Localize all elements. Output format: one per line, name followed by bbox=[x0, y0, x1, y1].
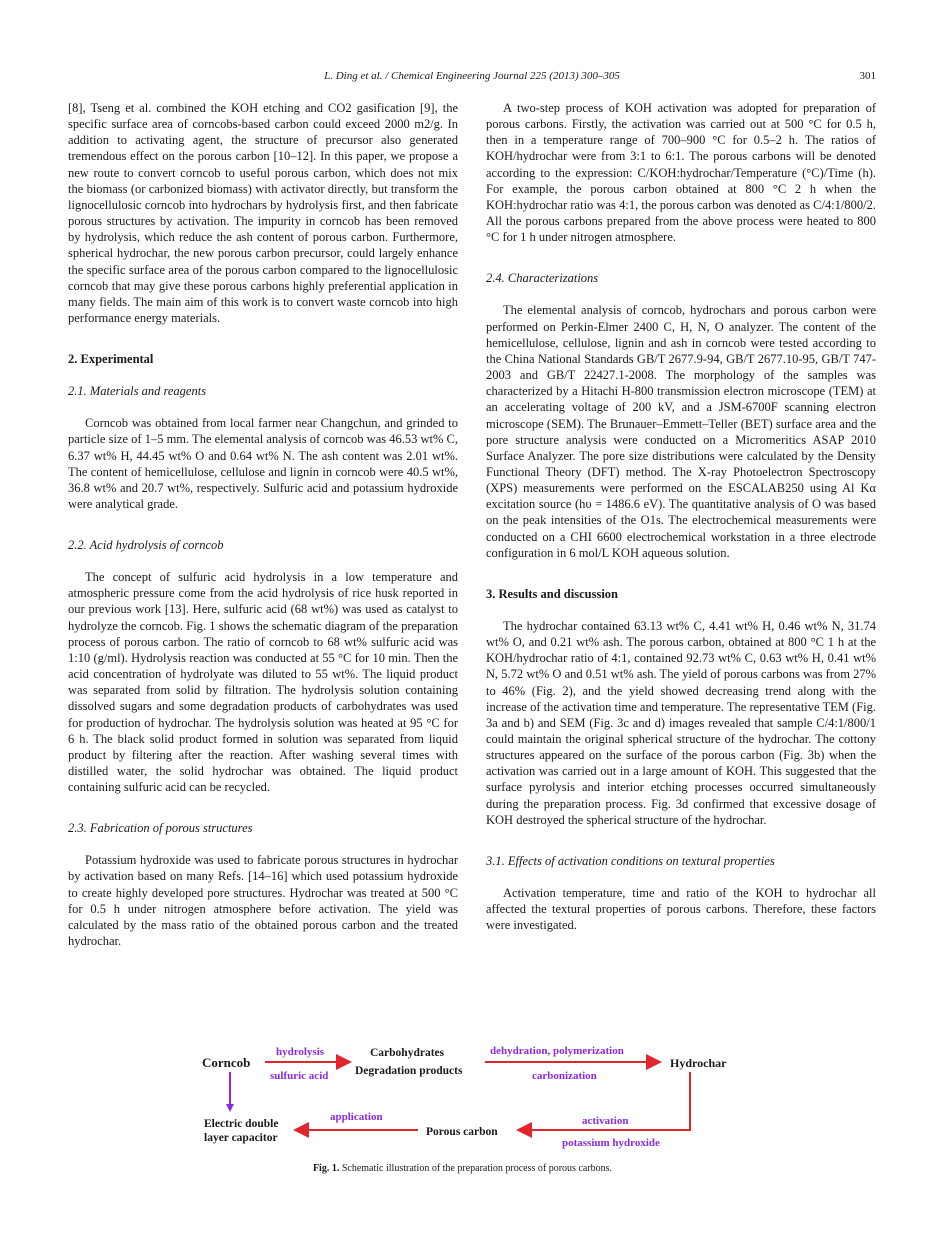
effects-paragraph: Activation temperature, time and ratio of the KOH to hydrochar all affected the textural properties of porous carbons. Therefore, these factors were investigated. bbox=[486, 885, 876, 933]
label-potassium-hydroxide: potassium hydroxide bbox=[562, 1137, 660, 1149]
subsection-heading-effects: 3.1. Effects of activation conditions on textural properties bbox=[486, 853, 775, 868]
subsection-heading-acid-hydrolysis: 2.2. Acid hydrolysis of corncob bbox=[68, 538, 224, 553]
section-heading-results: 3. Results and discussion bbox=[486, 586, 618, 601]
results-paragraph: The hydrochar contained 63.13 wt% C, 4.41 wt% H, 0.46 wt% N, 31.74 wt% O, and 0.21 wt% ash. The porous carbon, obtained at 800 °C 1 h at the KOH/hydrochar ratio of 4:1, contained 92.73 wt% C, 0.63 wt% H, 0.41 wt% N, 5.72 wt% O and 0.51 wt% ash. The yield of porous carbons was from 27% to 46% (Fig. 2), and the yield showed decreasing trend along with the increase of the activation time and temperature. The representative TEM (Fig. 3a and b) and SEM (Fig. 3c and d) images revealed that sample C/4:1/800/1 could maintain the original spherical structure of the hydrochar. The cottony structures appeared on the surface of the porous carbon (Fig. 3b) when the activation was carried out in a large amount of KOH. This suggested that the surface pyrolysis and interior etching processes occurred simultaneously during the preparation process. Fig. 3d confirmed that excessive dosage of KOH destroyed the spherical structure of the hydrochar. bbox=[486, 618, 876, 827]
node-hydrochar: Hydrochar bbox=[670, 1056, 727, 1070]
node-corncob: Corncob bbox=[202, 1055, 251, 1070]
running-header bbox=[68, 70, 876, 88]
label-sulfuric-acid: sulfuric acid bbox=[270, 1070, 329, 1082]
node-degradation-products: Degradation products bbox=[355, 1065, 463, 1077]
two-step-paragraph: A two-step process of KOH activation was adopted for preparation of porous carbons. Firstly, the activation was carried out at 500 °C for 0.5 h, then in a temperature range of 700–900 °C for 0.5–2 h. The ratios of KOH/hydrochar were from 3:1 to 6:1. The porous carbons will be denoted according to the expression: C/KOH:hydrochar/Temperature (°C)/Time (h). For example, the porous carbon obtained at 800 °C 2 h when the KOH:hydrochar ratio was 4:1, the porous carbon was denoted as C/4:1/800/2. All the porous carbons prepared from the above process were heated to 800 °C for 1 h under nitrogen atmosphere. bbox=[486, 101, 876, 245]
materials-paragraph: Corncob was obtained from local farmer near Changchun, and grinded to particle size of 1–5 mm. The elemental analysis of corncob was 46.53 wt% C, 6.37 wt% H, 44.45 wt% O and 0.64 wt% N. The ash content was 2.01 wt%. The content of hemicellulose, cellulose and lignin in corncob were 40.5 wt%, 36.8 wt% and 20.7 wt%, respectively. Sulfuric acid and potassium hydroxide were analytical grade. bbox=[68, 416, 458, 511]
fabrication-paragraph: Potassium hydroxide was used to fabricate porous structures in hydrochar by activation based on many Refs. [14–16] which used potassium hydroxide to create highly developed pore structures. Hydrochar was treated at 500 °C for 0.5 h under nitrogen atmosphere before activation. The yield was calculated by the mass ratio of the obtained porous carbon and the treated hydrochar. bbox=[68, 853, 458, 949]
arrow-corncob-head bbox=[226, 1104, 234, 1112]
section-heading-experimental: 2. Experimental bbox=[68, 352, 154, 367]
caption-text: Schematic illustration of the preparation process of porous carbons. bbox=[341, 1163, 613, 1174]
intro-paragraph: [8], Tseng et al. combined the KOH etching and CO2 gasification [9], the specific surface area of corncobs-based carbon could exceed 2000 m2/g. In addition to activating agent, the structure of precursor also generated tremendous effect on the porous carbon [10–12]. In this paper, we propose a new route to convert corncob to useful porous carbon, which does not mix the biomass (or carbonized biomass) with activator directly, but transform the lignocellulosic corncob into hydrochars by hydrolysis first, and then fabricate porous structures by activation. The impurity in corncob has been removed by hydrolysis, which reduce the ash content of porous carbon. Furthermore, spherical hydrochar, the new porous carbon precursor, could largely enhance the specific surface area of the porous carbon compared to the lignocellulosic corncob that may give these porous carbons highly preferential application in many fields. The main aim of this work is to convert waste corncob into high performance energy materials. bbox=[68, 101, 458, 326]
right-column bbox=[486, 100, 876, 933]
process-flow-diagram bbox=[190, 1040, 750, 1160]
label-application: application bbox=[330, 1111, 383, 1123]
journal-citation: L. Ding et al. / Chemical Engineering Journal 225 (2013) 300–305 bbox=[324, 70, 620, 82]
caption-label: Fig. 1. bbox=[312, 1163, 340, 1174]
subsection-heading-characterizations: 2.4. Characterizations bbox=[486, 271, 599, 286]
left-column bbox=[68, 100, 458, 949]
subsection-heading-materials: 2.1. Materials and reagents bbox=[68, 384, 207, 399]
label-hydrolysis: hydrolysis bbox=[276, 1046, 325, 1058]
page-number: 301 bbox=[859, 70, 876, 82]
figure-1-diagram bbox=[190, 1040, 750, 1170]
figure-1-caption bbox=[0, 1163, 925, 1174]
label-carbonization: carbonization bbox=[532, 1070, 597, 1082]
node-edlc-line1: Electric double bbox=[204, 1118, 279, 1130]
node-carbohydrates: Carbohydrates bbox=[370, 1047, 445, 1059]
node-porous-carbon: Porous carbon bbox=[426, 1126, 498, 1138]
label-dehydration: dehydration, polymerization bbox=[490, 1045, 624, 1057]
characterizations-paragraph: The elemental analysis of corncob, hydrochars and porous carbon were performed on Perkin-Elmer 2400 C, H, N, O analyzer. The content of the hemicellulose, cellulose, lignin and ash in corncob were tested according to the China National Standards GB/T 2677.9-94, GB/T 2677.10-95, GB/T 747-2003 and GB/T 22427.1-2008. The morphology of the samples was characterized by a Hitachi H-800 transmission electron microscope (TEM) at an accelerating voltage of 200 kV, and a JSM-6700F scanning electron microscope (SEM). The Brunauer–Emmett–Teller (BET) surface area and the pore structure analysis were conducted on a Micromeritics ASAP 2010 Surface Analyzer. The pore size distributions were calculated by the Density Functional Theory (DFT) method. The X-ray Photoelectron Spectroscopy (XPS) measurements were performed on the ESCALAB250 using Al Kα excitation source (hυ = 1486.6 eV). The quantitative analysis of O was based on the peak intensities of the O1s. The electrochemical measurements were conducted on a CHI 6600 electrochemical workstation in a three electrode configuration in 6 mol/L KOH aqueous solution. bbox=[486, 303, 876, 560]
subsection-heading-fabrication: 2.3. Fabrication of porous structures bbox=[68, 821, 253, 836]
acid-hydrolysis-paragraph: The concept of sulfuric acid hydrolysis in a low temperature and atmospheric pressure come from the acid hydrolysis of rice husk reported in our previous work [13]. Here, sulfuric acid (68 wt%) was used as catalyst to hydrolyze the corncob. Fig. 1 shows the schematic diagram of the preparation process of porous carbon. The ratio of corncob to 68 wt% sulfuric acid was 1:10 (g/ml). Hydrolysis reaction was conducted at 55 °C for 10 min. Then the acid concentration of hydrolyate was diluted to 55 wt%. The liquid product was separated from solid by filtration. The hydrolysis solution containing dissolved sugars and some degradation products of carbohydrates was used for production of hydrochar. The hydrolysis solution was heated at 95 °C for 6 h. The black solid product formed in solution was separated from liquid product by filtering after the reaction. After washing several times with distilled water, the solid hydrochar was obtained. The liquid product containing sulfuric acid can be recycled. bbox=[68, 570, 458, 795]
node-edlc-line2: layer capacitor bbox=[204, 1132, 278, 1144]
label-activation: activation bbox=[582, 1115, 629, 1127]
